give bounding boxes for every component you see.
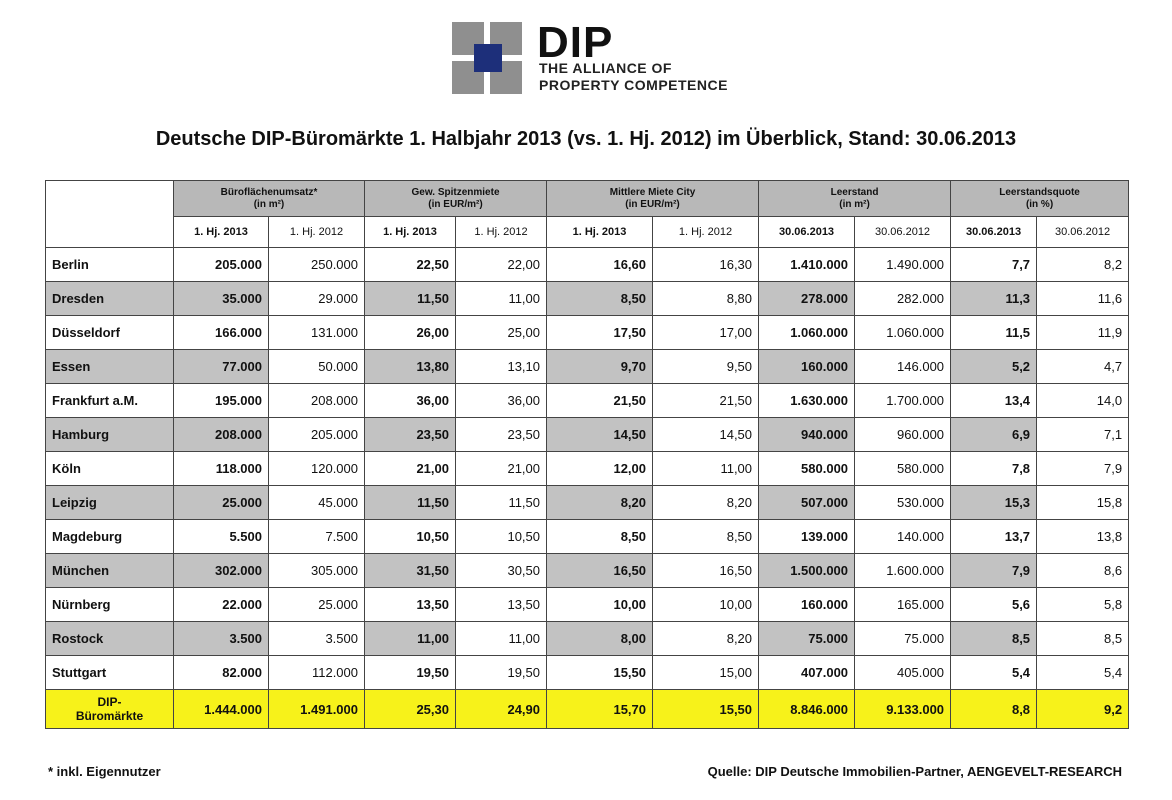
table-row [46, 282, 1129, 316]
value-previous: 8,6 [1037, 554, 1129, 588]
table-row [46, 248, 1129, 282]
value-previous: 16,30 [653, 248, 759, 282]
value-current: 8,50 [547, 282, 653, 316]
value-previous: 5,4 [1037, 656, 1129, 690]
value-previous: 29.000 [269, 282, 365, 316]
city-name: Düsseldorf [46, 316, 174, 350]
total-row [46, 690, 1129, 729]
footnote: * inkl. Eigennutzer [48, 764, 161, 779]
table-row [46, 486, 1129, 520]
group-header [547, 181, 759, 217]
sub-header: 30.06.2012 [1037, 217, 1129, 248]
group-header-label: Leerstand [830, 186, 879, 198]
value-previous: 16,50 [653, 554, 759, 588]
value-previous: 15,00 [653, 656, 759, 690]
value-previous: 4,7 [1037, 350, 1129, 384]
value-previous: 11,00 [653, 452, 759, 486]
value-current: 208.000 [174, 418, 269, 452]
value-previous: 11,00 [456, 282, 547, 316]
table-row [46, 384, 1129, 418]
value-current: 7,9 [951, 554, 1037, 588]
value-previous: 75.000 [855, 622, 951, 656]
value-previous: 9,50 [653, 350, 759, 384]
city-name: Nürnberg [46, 588, 174, 622]
value-current: 1.410.000 [759, 248, 855, 282]
city-name: München [46, 554, 174, 588]
value-current: 21,50 [547, 384, 653, 418]
value-previous: 15,8 [1037, 486, 1129, 520]
value-previous: 530.000 [855, 486, 951, 520]
value-current: 5,4 [951, 656, 1037, 690]
value-current: 9,70 [547, 350, 653, 384]
group-header [365, 181, 547, 217]
value-current: 25.000 [174, 486, 269, 520]
value-previous: 23,50 [456, 418, 547, 452]
total-cell: 1.491.000 [269, 690, 365, 729]
value-current: 407.000 [759, 656, 855, 690]
value-current: 7,8 [951, 452, 1037, 486]
value-previous: 580.000 [855, 452, 951, 486]
group-header-label: Büroflächenumsatz* [220, 186, 318, 198]
value-current: 166.000 [174, 316, 269, 350]
logo-squares-icon [452, 22, 522, 94]
value-previous: 8,20 [653, 486, 759, 520]
table-row [46, 350, 1129, 384]
value-previous: 8,80 [653, 282, 759, 316]
value-current: 160.000 [759, 588, 855, 622]
value-current: 8,20 [547, 486, 653, 520]
sub-header: 30.06.2012 [855, 217, 951, 248]
value-current: 8,00 [547, 622, 653, 656]
value-previous: 17,00 [653, 316, 759, 350]
city-name: Leipzig [46, 486, 174, 520]
value-current: 15,50 [547, 656, 653, 690]
value-current: 7,7 [951, 248, 1037, 282]
value-current: 15,3 [951, 486, 1037, 520]
value-previous: 146.000 [855, 350, 951, 384]
total-cell: 9,2 [1037, 690, 1129, 729]
value-previous: 282.000 [855, 282, 951, 316]
sub-header: 1. Hj. 2013 [174, 217, 269, 248]
value-previous: 22,00 [456, 248, 547, 282]
value-current: 77.000 [174, 350, 269, 384]
sub-header: 1. Hj. 2013 [365, 217, 456, 248]
value-previous: 19,50 [456, 656, 547, 690]
city-name: Magdeburg [46, 520, 174, 554]
value-previous: 11,6 [1037, 282, 1129, 316]
sub-header: 1. Hj. 2012 [653, 217, 759, 248]
value-current: 11,50 [365, 282, 456, 316]
value-current: 11,5 [951, 316, 1037, 350]
city-name: Essen [46, 350, 174, 384]
value-current: 13,50 [365, 588, 456, 622]
group-header-row [46, 181, 1129, 217]
corner-cell [46, 181, 174, 248]
value-current: 21,00 [365, 452, 456, 486]
total-label-line-1: DIP- [97, 695, 122, 709]
value-current: 139.000 [759, 520, 855, 554]
office-market-table [45, 180, 1129, 729]
group-header-unit: (in EUR/m²) [428, 198, 483, 210]
city-name: Berlin [46, 248, 174, 282]
value-previous: 30,50 [456, 554, 547, 588]
value-previous: 50.000 [269, 350, 365, 384]
group-header-label: Leerstandsquote [999, 186, 1080, 198]
value-current: 14,50 [547, 418, 653, 452]
value-current: 118.000 [174, 452, 269, 486]
value-current: 26,00 [365, 316, 456, 350]
total-cell: 9.133.000 [855, 690, 951, 729]
value-current: 13,7 [951, 520, 1037, 554]
sub-header: 30.06.2013 [951, 217, 1037, 248]
value-current: 8,5 [951, 622, 1037, 656]
value-previous: 1.060.000 [855, 316, 951, 350]
value-previous: 11,50 [456, 486, 547, 520]
city-name: Dresden [46, 282, 174, 316]
value-previous: 8,2 [1037, 248, 1129, 282]
value-previous: 8,50 [653, 520, 759, 554]
value-previous: 13,50 [456, 588, 547, 622]
table-row [46, 588, 1129, 622]
table-row [46, 452, 1129, 486]
value-current: 75.000 [759, 622, 855, 656]
total-cell: 25,30 [365, 690, 456, 729]
value-current: 205.000 [174, 248, 269, 282]
value-previous: 10,00 [653, 588, 759, 622]
value-current: 5.500 [174, 520, 269, 554]
page-title: Deutsche DIP-Büromärkte 1. Halbjahr 2013 (vs. 1. Hj. 2012) im Überblick, Stand: 30.06.2013 [155, 128, 1017, 150]
value-previous: 8,5 [1037, 622, 1129, 656]
value-current: 11,50 [365, 486, 456, 520]
value-current: 16,60 [547, 248, 653, 282]
sub-header: 30.06.2013 [759, 217, 855, 248]
value-current: 507.000 [759, 486, 855, 520]
value-previous: 165.000 [855, 588, 951, 622]
value-previous: 1.700.000 [855, 384, 951, 418]
city-name: Hamburg [46, 418, 174, 452]
value-previous: 405.000 [855, 656, 951, 690]
value-previous: 1.490.000 [855, 248, 951, 282]
group-header-label: Gew. Spitzenmiete [411, 186, 500, 198]
value-current: 1.500.000 [759, 554, 855, 588]
value-previous: 10,50 [456, 520, 547, 554]
city-name: Frankfurt a.M. [46, 384, 174, 418]
value-previous: 3.500 [269, 622, 365, 656]
value-current: 36,00 [365, 384, 456, 418]
value-current: 195.000 [174, 384, 269, 418]
value-current: 11,00 [365, 622, 456, 656]
value-previous: 7,1 [1037, 418, 1129, 452]
total-row-label [46, 690, 174, 729]
value-current: 22,50 [365, 248, 456, 282]
table-row [46, 554, 1129, 588]
value-previous: 250.000 [269, 248, 365, 282]
value-previous: 13,8 [1037, 520, 1129, 554]
group-header-unit: (in m²) [253, 198, 285, 210]
value-current: 5,6 [951, 588, 1037, 622]
city-name: Stuttgart [46, 656, 174, 690]
value-previous: 7,9 [1037, 452, 1129, 486]
dip-logo [452, 20, 772, 100]
value-current: 13,80 [365, 350, 456, 384]
value-current: 16,50 [547, 554, 653, 588]
value-current: 580.000 [759, 452, 855, 486]
total-cell: 8,8 [951, 690, 1037, 729]
sub-header: 1. Hj. 2012 [269, 217, 365, 248]
table-row [46, 622, 1129, 656]
group-header-label: Mittlere Miete City [609, 186, 696, 198]
value-previous: 8,20 [653, 622, 759, 656]
table-body [46, 248, 1129, 690]
value-current: 12,00 [547, 452, 653, 486]
value-previous: 205.000 [269, 418, 365, 452]
table-row [46, 656, 1129, 690]
logo-tagline-line-2: PROPERTY COMPETENCE [539, 77, 728, 93]
value-previous: 1.600.000 [855, 554, 951, 588]
logo-tagline-line-1: THE ALLIANCE OF [539, 60, 672, 76]
value-current: 8,50 [547, 520, 653, 554]
total-cell: 8.846.000 [759, 690, 855, 729]
value-current: 82.000 [174, 656, 269, 690]
total-cell: 24,90 [456, 690, 547, 729]
value-previous: 11,00 [456, 622, 547, 656]
value-current: 5,2 [951, 350, 1037, 384]
value-previous: 45.000 [269, 486, 365, 520]
value-previous: 36,00 [456, 384, 547, 418]
value-current: 31,50 [365, 554, 456, 588]
total-cell: 1.444.000 [174, 690, 269, 729]
city-name: Rostock [46, 622, 174, 656]
value-current: 11,3 [951, 282, 1037, 316]
value-current: 278.000 [759, 282, 855, 316]
total-cell: 15,50 [653, 690, 759, 729]
sub-header: 1. Hj. 2012 [456, 217, 547, 248]
value-current: 23,50 [365, 418, 456, 452]
value-previous: 208.000 [269, 384, 365, 418]
source-note: Quelle: DIP Deutsche Immobilien-Partner, AENGEVELT-RESEARCH [707, 764, 1122, 779]
value-current: 13,4 [951, 384, 1037, 418]
value-current: 17,50 [547, 316, 653, 350]
value-previous: 120.000 [269, 452, 365, 486]
group-header [174, 181, 365, 217]
table-row [46, 520, 1129, 554]
value-current: 940.000 [759, 418, 855, 452]
value-previous: 305.000 [269, 554, 365, 588]
value-previous: 21,50 [653, 384, 759, 418]
group-header [759, 181, 951, 217]
sub-header: 1. Hj. 2013 [547, 217, 653, 248]
value-previous: 7.500 [269, 520, 365, 554]
value-current: 1.630.000 [759, 384, 855, 418]
group-header-unit: (in %) [1025, 198, 1054, 210]
value-previous: 960.000 [855, 418, 951, 452]
value-previous: 11,9 [1037, 316, 1129, 350]
value-current: 302.000 [174, 554, 269, 588]
table-row [46, 418, 1129, 452]
total-cell: 15,70 [547, 690, 653, 729]
value-current: 22.000 [174, 588, 269, 622]
sub-header-row [46, 217, 1129, 248]
group-header-unit: (in m²) [839, 198, 870, 210]
value-previous: 140.000 [855, 520, 951, 554]
logo-tagline [539, 60, 728, 94]
value-current: 3.500 [174, 622, 269, 656]
value-current: 160.000 [759, 350, 855, 384]
city-name: Köln [46, 452, 174, 486]
value-previous: 25,00 [456, 316, 547, 350]
value-current: 6,9 [951, 418, 1037, 452]
value-previous: 5,8 [1037, 588, 1129, 622]
value-previous: 21,00 [456, 452, 547, 486]
value-previous: 112.000 [269, 656, 365, 690]
value-current: 10,50 [365, 520, 456, 554]
value-current: 35.000 [174, 282, 269, 316]
value-current: 1.060.000 [759, 316, 855, 350]
value-previous: 131.000 [269, 316, 365, 350]
value-current: 19,50 [365, 656, 456, 690]
value-previous: 13,10 [456, 350, 547, 384]
value-previous: 14,0 [1037, 384, 1129, 418]
total-label-line-2: Büromärkte [75, 709, 144, 723]
logo-name: DIP [537, 18, 614, 67]
value-previous: 14,50 [653, 418, 759, 452]
group-header [951, 181, 1129, 217]
value-current: 10,00 [547, 588, 653, 622]
value-previous: 25.000 [269, 588, 365, 622]
table-row [46, 316, 1129, 350]
group-header-unit: (in EUR/m²) [625, 198, 680, 210]
